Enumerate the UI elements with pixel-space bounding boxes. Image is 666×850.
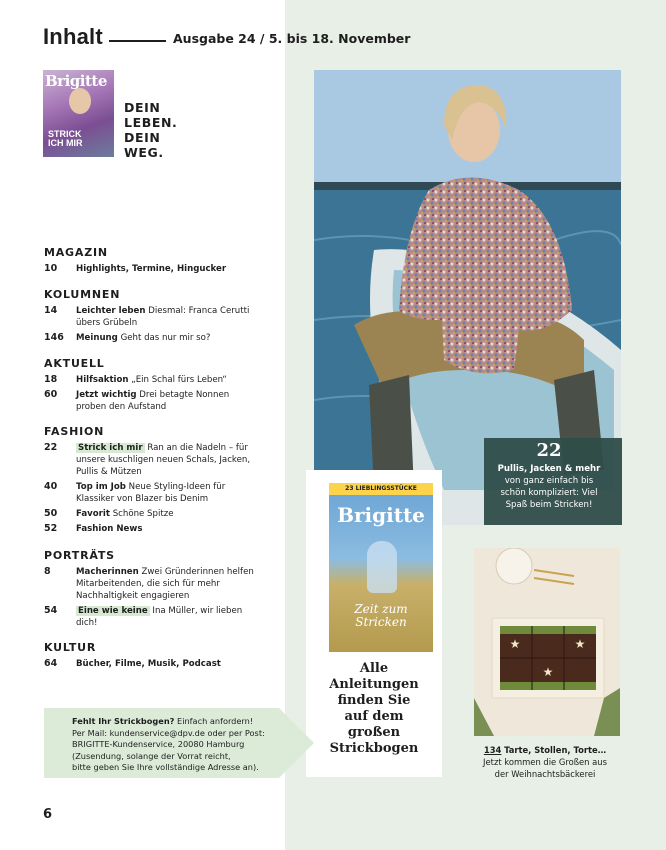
page-folio: 6 [43, 807, 53, 822]
page-number: 14 [44, 305, 58, 316]
page-title: Inhalt [43, 24, 103, 49]
bakery-caption [450, 744, 640, 780]
knitted-figure [367, 541, 397, 593]
entry-name: Hilfsaktion [76, 375, 129, 385]
entry-text: Ina Müller, wir lieben dich! [76, 606, 243, 628]
entry-text: Geht das nur mir so? [120, 333, 211, 343]
page-number: 60 [44, 389, 58, 400]
section-title: PORTRÄTS [44, 549, 115, 562]
toc-entry[interactable] [44, 263, 259, 275]
slogan-line: WEG. [124, 145, 164, 160]
feature-line: schön kompliziert: Viel [500, 488, 598, 498]
page-number: 18 [44, 374, 58, 385]
toc-section-kolumnen [44, 288, 259, 347]
magazine-banner: 23 LIEBLINGSSTÜCKE [329, 483, 433, 495]
entry-text: Drei betagte Nonnen proben den Aufstand [76, 390, 230, 412]
page-number: 52 [44, 523, 58, 534]
strickbogen-magazine-cover[interactable] [329, 483, 433, 652]
issue-info: Ausgabe 24 / 5. bis 18. November [173, 31, 411, 46]
entry-name: Highlights, Termine, Hingucker [76, 264, 227, 274]
toc-entry[interactable] [44, 481, 256, 505]
toc-entry[interactable] [44, 605, 256, 629]
feature-line: Spaß beim Stricken! [505, 500, 593, 510]
slogan [124, 100, 177, 160]
entry-text: Ran an die Nadeln – für unsere kuschligen neuen Schals, Jacken, Pullis & Mützen [76, 443, 251, 477]
feature-caption [478, 440, 620, 511]
entry-name-highlighted: Eine wie keine [78, 606, 148, 616]
callout-lead-rest: Einfach anfordern! [177, 716, 254, 726]
entry-name: Top im Job [76, 482, 126, 492]
toc-entry[interactable] [44, 389, 259, 413]
section-title: MAGAZIN [44, 246, 108, 259]
strickbogen-text [306, 661, 442, 757]
entry-text: Diesmal: Franca Cerutti übers Grübeln [76, 306, 250, 328]
cover-brand: Brigitte [45, 72, 107, 90]
page-number: 64 [44, 658, 58, 669]
feature-line: von ganz einfach bis [504, 476, 594, 486]
strickbogen-line: Strickbogen [329, 741, 419, 756]
section-title: KULTUR [44, 641, 97, 654]
section-title: KOLUMNEN [44, 288, 121, 301]
strickbogen-line: Alle [359, 661, 389, 676]
entry-name: Meinung [76, 333, 118, 343]
cover-model-face [69, 88, 91, 114]
entry-text: Neue Styling-Ideen für Klassiker von Blazer bis Denim [76, 482, 226, 504]
callout-line: Per Mail: kundenservice@dpv.de oder per Post: [72, 727, 265, 738]
entry-name-highlighted: Strick ich mir [78, 443, 143, 453]
strickbogen-line: Anleitungen [329, 677, 419, 692]
slogan-line: LEBEN. [124, 115, 178, 130]
slogan-line: DEIN [124, 100, 161, 115]
page-number: 22 [44, 442, 58, 453]
cover-headline: STRICK ICH MIR [48, 129, 83, 148]
svg-text:★: ★ [542, 665, 554, 679]
slogan-line: DEIN [124, 130, 161, 145]
section-title: AKTUELL [44, 357, 105, 370]
page-number: 54 [44, 605, 58, 616]
bakery-title: Tarte, Stollen, Torte… [504, 745, 607, 755]
entry-text: Schöne Spitze [112, 509, 174, 519]
toc-section-kultur [44, 641, 259, 673]
entry-name: Macherinnen [76, 567, 139, 577]
callout-line: bitte geben Sie Ihre vollständige Adresse an). [72, 762, 259, 772]
bakery-line: Jetzt kommen die Großen aus [483, 757, 607, 767]
toc-entry[interactable] [44, 332, 259, 344]
page-number: 50 [44, 508, 58, 519]
callout-line: (Zusendung, solange der Vorrat reicht, [72, 750, 231, 761]
toc-entry[interactable] [44, 658, 259, 670]
feature-page-number: 22 [536, 440, 562, 461]
page-number: 40 [44, 481, 58, 492]
cake-illustration [474, 548, 620, 736]
cover-thumbnail [43, 70, 114, 157]
strickbogen-line: finden Sie [337, 693, 411, 708]
toc-section-portraets [44, 549, 256, 632]
magazine-title: Zeit zum Stricken [354, 602, 408, 629]
order-callout [72, 716, 284, 774]
entry-name: Jetzt wichtig [76, 390, 137, 400]
entry-name: Fashion News [76, 524, 143, 534]
svg-text:★: ★ [509, 637, 521, 651]
toc-entry[interactable] [44, 523, 256, 535]
entry-name: Favorit [76, 509, 110, 519]
title-rule [109, 40, 166, 42]
bakery-line: der Weihnachtsbäckerei [494, 769, 596, 779]
strickbogen-line: großen [347, 725, 401, 740]
callout-line: BRIGITTE-Kundenservice, 20080 Hamburg [72, 739, 245, 749]
page-number: 8 [44, 566, 51, 577]
page-number: 10 [44, 263, 58, 274]
strickbogen-line: auf dem [344, 709, 404, 724]
entry-text: Zwei Gründerinnen helfen Mitarbeitenden, die sich für mehr Nachhaltigkeit engagieren [76, 567, 254, 601]
magazine-brand: Brigitte [337, 503, 425, 527]
toc-entry[interactable] [44, 374, 259, 386]
feature-headline: Pullis, Jacken & mehr [497, 464, 601, 474]
entry-name: Bücher, Filme, Musik, Podcast [76, 659, 221, 669]
toc-section-magazin [44, 246, 259, 278]
toc-entry[interactable] [44, 566, 256, 602]
toc-entry[interactable] [44, 508, 256, 520]
entry-name: Leichter leben [76, 306, 146, 316]
toc-section-aktuell [44, 357, 259, 416]
page-number: 146 [44, 332, 64, 343]
svg-text:★: ★ [574, 637, 586, 651]
toc-section-fashion [44, 425, 256, 538]
section-title: FASHION [44, 425, 105, 438]
callout-lead: Fehlt Ihr Strickbogen? [72, 716, 175, 726]
toc-entry[interactable] [44, 305, 259, 329]
entry-text: „Ein Schal fürs Leben“ [131, 375, 227, 385]
toc-entry[interactable] [44, 442, 256, 478]
bakery-page-number: 134 [483, 745, 502, 755]
bakery-photo[interactable] [474, 548, 620, 736]
